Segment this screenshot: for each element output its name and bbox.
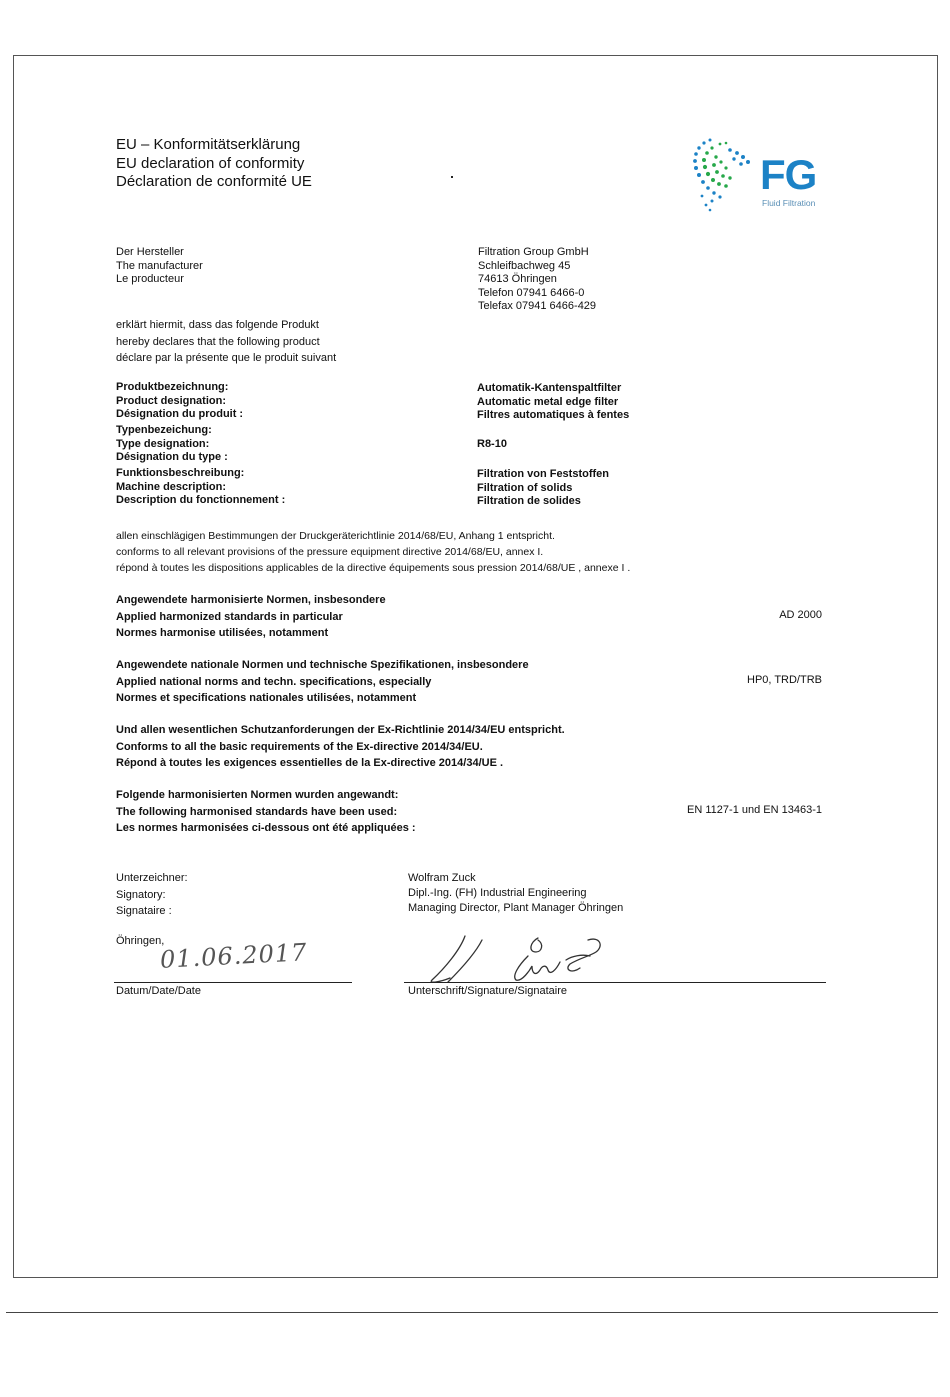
label-line: Typenbezeichung: [116,424,212,436]
label-line: Produktbezeichnung: [116,381,229,393]
label-line: Description du fonctionnement : [116,494,286,506]
value-line: Automatic metal edge filter [477,395,619,408]
label-line: Signatory: [116,888,166,901]
label-line: Folgende harmonisierten Normen wurden angewandt: [116,789,399,801]
label-line: Product designation: [116,394,226,407]
value-line: Filtration de solides [477,495,581,507]
handwritten-date: 01.06.2017 [159,938,309,974]
signatory-line: Dipl.-Ing. (FH) Industrial Engineering [408,887,587,899]
label-line: The manufacturer [116,259,203,272]
address-line: Schleifbachweg 45 [478,259,571,272]
declares-line: déclare par la présente que le produit suivant [116,352,337,364]
address-line: Telefon 07941 6466-0 [478,286,585,299]
label-line: Angewendete nationale Normen und technische Spezifikationen, insbesondere [116,659,529,671]
logo-subtitle: Fluid Filtration [762,198,816,208]
label-line: Les normes harmonisées ci-dessous ont été appliquées : [116,822,416,834]
logo-text: FG [760,151,817,198]
footer-rule [6,1312,938,1313]
label-line: Type designation: [116,437,210,450]
signatory-details [408,871,623,916]
declaration-statement [116,317,336,367]
national-norms-labels [116,657,529,707]
label-line: Désignation du produit : [116,408,244,420]
value-line: Filtres automatiques à fentes [477,409,630,421]
type-designation-labels [116,424,228,465]
directive-line: Répond à toutes les exigences essentielles de la Ex-directive 2014/34/UE . [116,757,504,769]
signatory-labels [116,870,188,920]
value-line: Filtration of solids [477,481,573,494]
ex-directive-statement [116,722,565,772]
manufacturer-labels [116,246,203,287]
function-values [477,468,609,509]
directive-line: allen einschlägigen Bestimmungen der Druckgeräterichtlinie 2014/68/EU, Anhang 1 entspricht. [116,530,555,542]
label-line: Signataire : [116,905,172,917]
declares-line: hereby declares that the following product [116,335,320,348]
dotted-swirl-icon [690,134,760,214]
manufacturer-address [478,246,596,314]
signatory-line: Managing Director, Plant Manager Öhringen [408,902,624,914]
harmonized-standards-labels [116,592,386,642]
type-designation-value: R8-10 [477,438,507,450]
address-line: Filtration Group GmbH [478,246,589,258]
directive-line: conforms to all relevant provisions of the pressure equipment directive 2014/68/EU, annex I. [116,546,544,558]
function-labels [116,467,285,508]
signature-caption: Unterschrift/Signature/Signataire [408,985,567,997]
stray-dot [451,176,453,178]
directive-line: répond à toutes les dispositions applicables de la directive équipements sous pression 2014/68/UE , annexe I . [116,562,631,574]
label-line: Applied national norms and techn. specifications, especially [116,675,432,688]
label-line: Normes et specifications nationales utilisées, notamment [116,692,417,704]
label-line: Angewendete harmonisierte Normen, insbesondere [116,594,386,606]
label-line: Der Hersteller [116,246,184,258]
document-title [116,136,312,192]
address-line: Telefax 07941 6466-429 [478,300,597,312]
label-line: The following harmonised standards have been used: [116,805,398,818]
directive-line: Conforms to all the basic requirements of the Ex-directive 2014/34/EU. [116,740,483,753]
product-designation-labels [116,381,243,422]
label-line: Le producteur [116,273,184,285]
date-caption: Datum/Date/Date [116,985,201,997]
signatory-line: Wolfram Zuck [408,872,476,884]
company-logo [690,134,840,214]
date-place: Öhringen, [116,935,165,947]
value-line: Filtration von Feststoffen [477,468,609,480]
declares-line: erklärt hiermit, dass das folgende Produkt [116,319,319,331]
handwritten-signature [420,930,620,986]
pressure-directive-statement [116,528,630,576]
label-line: Normes harmonise utilisées, notamment [116,627,329,639]
title-en: EU declaration of conformity [116,154,305,172]
directive-line: Und allen wesentlichen Schutzanforderungen der Ex-Richtlinie 2014/34/EU entspricht. [116,724,565,736]
label-line: Machine description: [116,480,227,493]
product-designation-values [477,382,629,423]
title-de: EU – Konformitätserklärung [116,136,301,153]
label-line: Applied harmonized standards in particular [116,610,343,623]
label-line: Funktionsbeschreibung: [116,467,245,479]
date-rule [114,982,352,983]
label-line: Désignation du type : [116,451,228,463]
label-line: Unterzeichner: [116,872,188,884]
address-line: 74613 Öhringen [478,273,557,285]
value-line: Automatik-Kantenspaltfilter [477,382,622,394]
ex-standards-labels [116,787,416,837]
signature-rule [404,982,826,983]
harmonized-standards-value: AD 2000 [779,609,822,621]
national-norms-value: HP0, TRD/TRB [747,674,822,686]
title-fr: Déclaration de conformité UE [116,173,312,190]
ex-standards-value: EN 1127-1 und EN 13463-1 [687,804,822,816]
